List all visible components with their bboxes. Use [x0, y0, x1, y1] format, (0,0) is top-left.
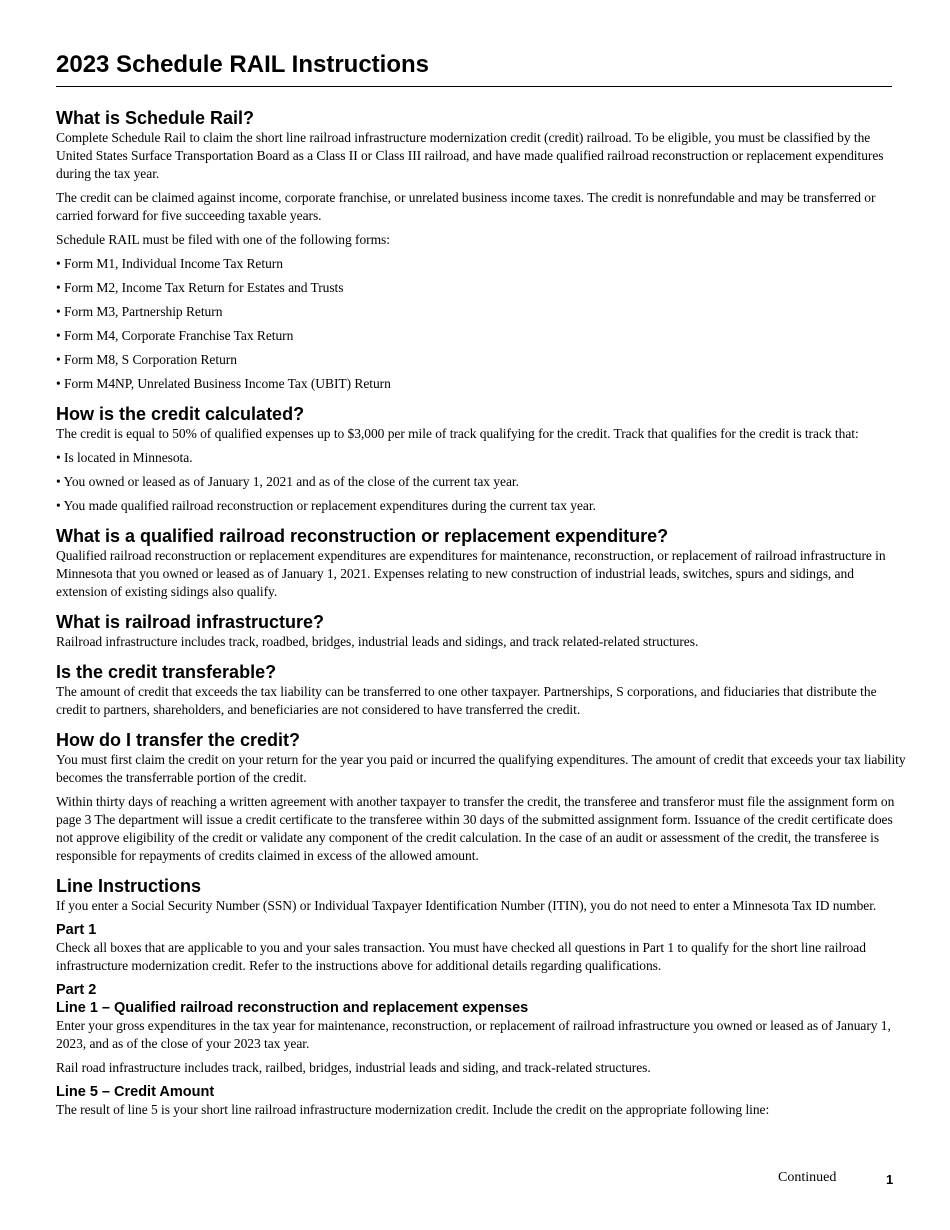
- paragraph: Check all boxes that are applicable to you and your sales transaction. You must have checked all questions in Part 1 to qualify for the short line railroad infrastructure modernization credit. Refer to the instructions above for additional details regarding qualifications.: [56, 940, 866, 973]
- section-heading: How do I transfer the credit?: [56, 730, 301, 750]
- page-title: 2023 Schedule RAIL Instructions: [56, 48, 892, 87]
- paragraph: You must first claim the credit on your return for the year you paid or incurred the qualifying expenditures. The amount of credit that exceeds your tax liability becomes the transferrable portion of the credit.: [56, 752, 906, 785]
- paragraph: The amount of credit that exceeds the tax liability can be transferred to one other taxpayer. Partnerships, S corporations, and fiduciaries that distribute the credit to partners, shareholders, and beneficiaries are not considered to have transferred the credit.: [56, 684, 877, 717]
- section-heading: Is the credit transferable?: [56, 662, 277, 682]
- list-item: • Is located in Minnesota.: [56, 450, 193, 465]
- paragraph: Schedule RAIL must be filed with one of the following forms:: [56, 232, 390, 247]
- paragraph: Complete Schedule Rail to claim the short line railroad infrastructure modernization credit (credit) railroad. To be eligible, you must be classified by the United States Surface Transportation Board as a Class II or Class III railroad, and have made qualified railroad reconstruction or replacement expenditures during the tax year.: [56, 130, 884, 181]
- section-heading: What is railroad infrastructure?: [56, 612, 325, 632]
- list-item: • Form M8, S Corporation Return: [56, 352, 237, 367]
- paragraph: If you enter a Social Security Number (SSN) or Individual Taxpayer Identification Number (ITIN), you do not need to enter a Minnesota Tax ID number.: [56, 898, 877, 913]
- paragraph: The credit can be claimed against income, corporate franchise, or unrelated business income taxes. The credit is nonrefundable and may be transferred or carried forward for five succeeding taxable years.: [56, 190, 876, 223]
- paragraph: Rail road infrastructure includes track, railbed, bridges, industrial leads and siding, and track-related structures.: [56, 1060, 651, 1075]
- section-heading: How is the credit calculated?: [56, 404, 305, 424]
- section-qualified-expenditure: [56, 525, 906, 601]
- subsection-heading-line-1: Line 1 – Qualified railroad reconstruction and replacement expenses: [56, 1000, 529, 1016]
- page-number: 1: [886, 1172, 894, 1187]
- list-item: • Form M4, Corporate Franchise Tax Return: [56, 328, 294, 343]
- section-line-instructions: [56, 875, 906, 1119]
- section-credit-calculation: [56, 403, 906, 515]
- subsection-heading-part-1: Part 1: [56, 922, 97, 938]
- section-credit-transferable: [56, 661, 906, 719]
- paragraph: Within thirty days of reaching a written agreement with another taxpayer to transfer the credit, the transferee and transferor must file the assignment form on page 3 The department will issue a credit certificate to the transferee within 30 days of the submitted assignment form. Issuance of the credit certificate does not approve eligibility of the credit or validate any component of the credit calculation. In the case of an audit or assessment of the credit, the transferee is responsible for repayments of credits claimed in excess of the allowed amount.: [56, 794, 895, 863]
- section-what-is-schedule-rail: [56, 107, 906, 393]
- section-heading: What is a qualified railroad reconstruction or replacement expenditure?: [56, 526, 669, 546]
- list-item: • Form M4NP, Unrelated Business Income Tax (UBIT) Return: [56, 376, 391, 391]
- subsection-heading-line-5: Line 5 – Credit Amount: [56, 1084, 215, 1100]
- section-heading: Line Instructions: [56, 876, 202, 896]
- document-page: [56, 48, 906, 1119]
- paragraph: Railroad infrastructure includes track, roadbed, bridges, industrial leads and sidings, and track related-related structures.: [56, 634, 699, 649]
- section-transfer-credit: [56, 729, 906, 865]
- list-item: • Form M3, Partnership Return: [56, 304, 223, 319]
- list-item: • Form M1, Individual Income Tax Return: [56, 256, 283, 271]
- section-railroad-infrastructure: [56, 611, 906, 651]
- list-item: • You made qualified railroad reconstruction or replacement expenditures during the current tax year.: [56, 498, 596, 513]
- paragraph: Qualified railroad reconstruction or replacement expenditures are expenditures for maintenance, reconstruction, or replacement of railroad infrastructure in Minnesota that you owned or leased as of January 1, 2021. Expenses relating to new construction of industrial leads, switches, spurs and sidings, and extension of existing sidings also qualify.: [56, 548, 886, 599]
- paragraph: The credit is equal to 50% of qualified expenses up to $3,000 per mile of track qualifying for the credit. Track that qualifies for the credit is track that:: [56, 426, 859, 441]
- continued-label: Continued: [778, 1170, 837, 1185]
- paragraph: The result of line 5 is your short line railroad infrastructure modernization credit. Include the credit on the appropriate following line:: [56, 1102, 770, 1117]
- section-heading: What is Schedule Rail?: [56, 108, 255, 128]
- paragraph: Enter your gross expenditures in the tax year for maintenance, reconstruction, or replacement of railroad infrastructure you owned or leased as of January 1, 2023, and as of the close of your 2023 tax year.: [56, 1018, 891, 1051]
- list-item: • You owned or leased as of January 1, 2021 and as of the close of the current tax year.: [56, 474, 519, 489]
- subsection-heading-part-2: Part 2: [56, 982, 97, 998]
- list-item: • Form M2, Income Tax Return for Estates and Trusts: [56, 280, 344, 295]
